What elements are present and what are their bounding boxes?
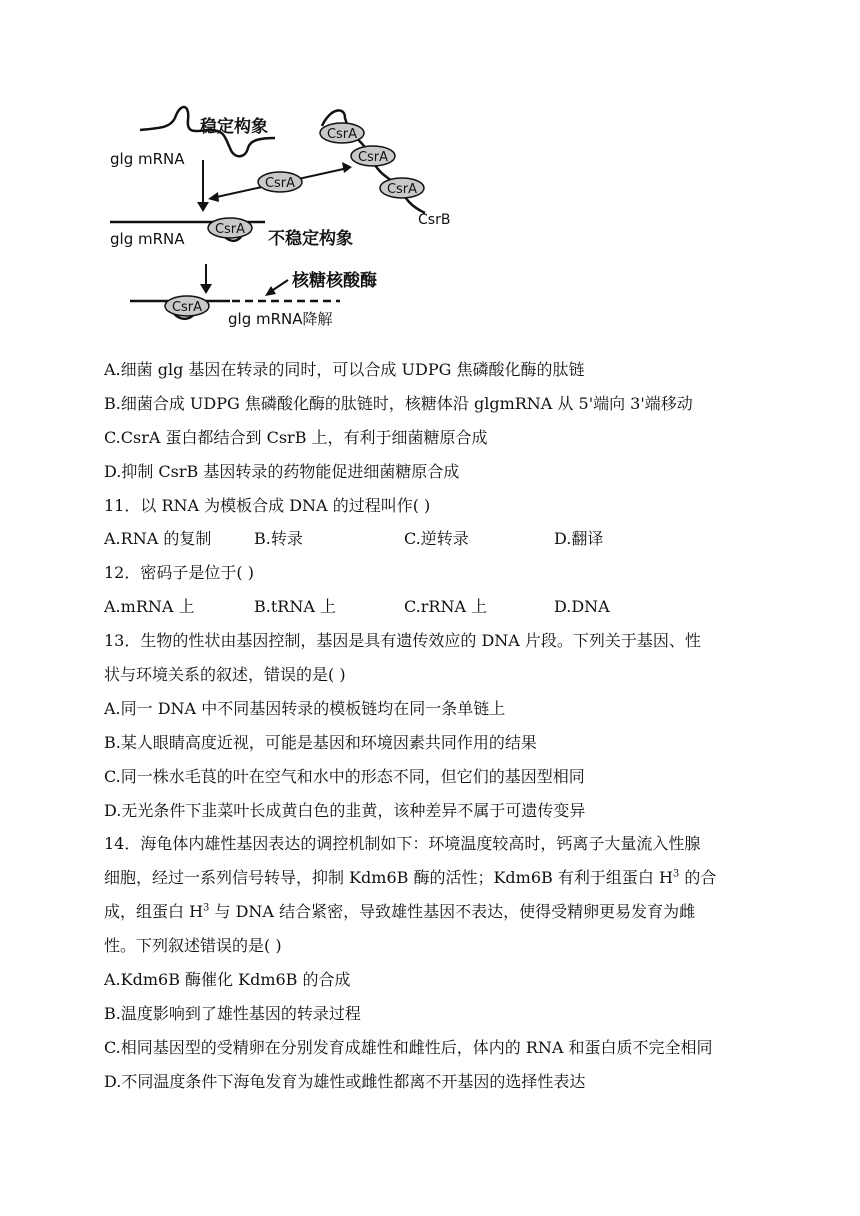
q10-option-d: D.抑制 CsrB 基因转录的药物能促进细菌糖原合成 [104, 461, 460, 481]
stable-conformation-label: 稳定构象 [200, 117, 268, 137]
q14-stem-line-1: 14．海龟体内雄性基因表达的调控机制如下：环境温度较高时，钙离子大量流入性腺 [104, 834, 701, 854]
csrb-label: CsrB [418, 212, 451, 228]
q12-option-b: B.tRNA 上 [254, 597, 336, 617]
q12-stem: 12．密码子是位于( ) [104, 563, 254, 583]
q12-option-c: C.rRNA 上 [404, 597, 488, 617]
q13-option-a: A.同一 DNA 中不同基因转录的模板链均在同一条单链上 [104, 698, 506, 718]
q11-option-c: C.逆转录 [404, 529, 469, 549]
svg-text:CsrA: CsrA [171, 300, 203, 315]
glg-mrna-label-middle: glg mRNA [110, 230, 185, 248]
q11-option-b: B.转录 [254, 529, 303, 549]
q11-option-a: A.RNA 的复制 [104, 529, 212, 549]
q10-option-b: B.细菌合成 UDPG 焦磷酸化酶的肽链时，核糖体沿 glgmRNA 从 5'端向 3'端移动 [104, 393, 693, 413]
q13-option-b: B.某人眼睛高度近视，可能是基因和环境因素共同作用的结果 [104, 732, 537, 752]
glg-mrna-label-top: glg mRNA [110, 150, 185, 168]
q13-option-d: D.无光条件下韭菜叶长成黄白色的韭黄，该种差异不属于可遗传变异 [104, 800, 586, 820]
csra-glg-mrna-diagram [100, 98, 480, 348]
q14-option-c: C.相同基因型的受精卵在分别发育成雄性和雌性后，体内的 RNA 和蛋白质不完全相同 [104, 1037, 713, 1057]
svg-text:CsrA: CsrA [357, 150, 389, 165]
q11-options [104, 522, 764, 556]
q14-option-b: B.温度影响到了雄性基因的转录过程 [104, 1003, 361, 1023]
question-text [104, 353, 764, 1099]
q11-stem: 11．以 RNA 为模板合成 DNA 的过程叫作( ) [104, 495, 431, 515]
q14-stem-line-3: 成，组蛋白 $H^3$ 与 DNA 结合紧密，导致雄性基因不表达，使得受精卵更易发育为雌 [104, 902, 696, 922]
q10-option-c: C.CsrA 蛋白都结合到 CsrB 上，有利于细菌糖原合成 [104, 427, 488, 447]
q13-stem-line-2: 状与环境关系的叙述，错误的是( ) [104, 665, 346, 685]
svg-text:CsrA: CsrA [214, 222, 246, 237]
ribonuclease-label: 核糖核酸酶 [292, 271, 377, 291]
q12-options [104, 590, 764, 624]
svg-text:CsrA: CsrA [326, 127, 358, 142]
q14-stem-line-4: 性。下列叙述错误的是( ) [104, 936, 282, 956]
q12-option-d: D.DNA [554, 597, 610, 617]
svg-text:CsrA: CsrA [264, 176, 296, 191]
unstable-conformation-label: 不稳定构象 [268, 229, 353, 249]
q14-option-a: A.Kdm6B 酶催化 Kdm6B 的合成 [104, 970, 351, 990]
q14-stem-line-2: 细胞，经过一系列信号转导，抑制 Kdm6B 酶的活性；Kdm6B 有利于组蛋白 $H^3$ 的合 [104, 868, 717, 888]
q14-option-d: D.不同温度条件下海龟发育为雄性或雌性都离不开基因的选择性表达 [104, 1071, 586, 1091]
glg-mrna-degradation-label: glg mRNA降解 [228, 310, 333, 328]
q13-stem-line-1: 13．生物的性状由基因控制，基因是具有遗传效应的 DNA 片段。下列关于基因、性 [104, 631, 701, 651]
q13-option-c: C.同一株水毛茛的叶在空气和水中的形态不同，但它们的基因型相同 [104, 766, 585, 786]
svg-text:CsrA: CsrA [386, 182, 418, 197]
q11-option-d: D.翻译 [554, 529, 604, 549]
q10-option-a: A.细菌 glg 基因在转录的同时，可以合成 UDPG 焦磷酸化酶的肽链 [104, 360, 585, 379]
q12-option-a: A.mRNA 上 [104, 597, 195, 617]
